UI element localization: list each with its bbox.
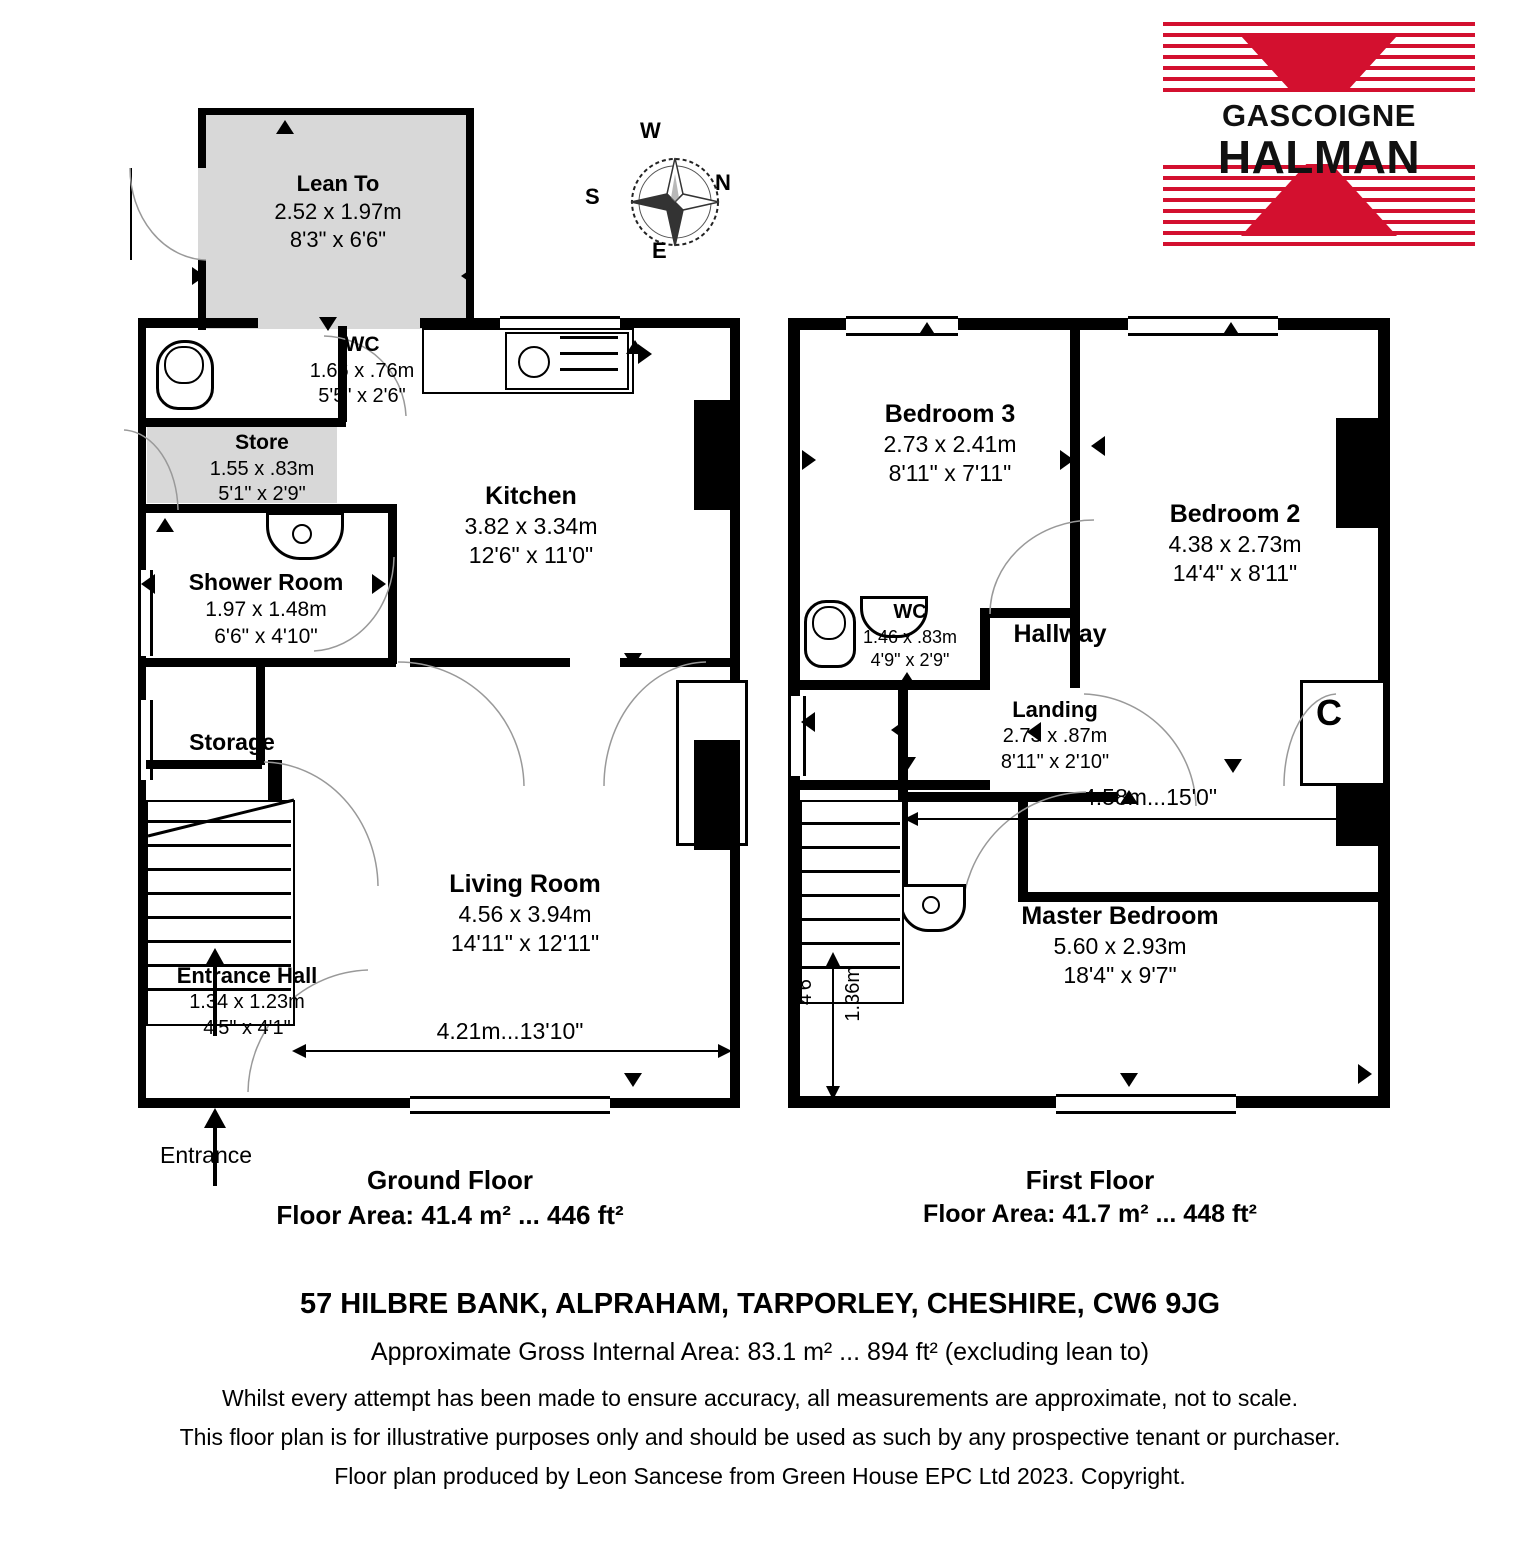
room-label-bedroom3 xyxy=(840,398,1060,489)
epc-badge-letter: C xyxy=(1316,692,1342,733)
room-label-wc xyxy=(272,332,452,410)
room-imperial-kitchen: 12'6" x 11'0" xyxy=(468,542,594,569)
compass-label-w: W xyxy=(640,118,661,143)
room-name-shower: Shower Room xyxy=(188,569,344,595)
logo-line-1: GASCOIGNE xyxy=(1222,98,1416,133)
ground-floor-plan xyxy=(120,100,780,1168)
entrance-label: Entrance xyxy=(160,1142,253,1168)
room-name-wc-first: WC xyxy=(893,601,927,623)
store-door-swing xyxy=(120,426,180,514)
compass-label-n: N xyxy=(715,170,731,195)
room-imperial-wc: 5'5" x 2'6" xyxy=(318,385,406,408)
room-name-lean-to: Lean To xyxy=(296,171,380,196)
room-metric-landing: 2.73 x .87m xyxy=(1002,725,1108,748)
room-label-shower xyxy=(154,568,378,651)
room-label-entrance-hall xyxy=(152,962,342,1041)
room-imperial-bedroom3: 8'11" x 7'11" xyxy=(888,460,1012,487)
room-label-store xyxy=(172,430,352,508)
disclaimer-line-3: Floor plan produced by Leon Sancese from Green House EPC Ltd 2023. Copyright. xyxy=(334,1463,1186,1489)
room-name-master: Master Bedroom xyxy=(1021,902,1219,930)
logo-line-2: HALMAN xyxy=(1217,131,1421,183)
room-label-storage xyxy=(152,728,312,757)
living-door-swing xyxy=(600,660,710,790)
window-bedroom2 xyxy=(1128,316,1278,336)
room-metric-bedroom3: 2.73 x 2.41m xyxy=(883,431,1017,457)
room-imperial-lean-to: 8'3" x 6'6" xyxy=(289,227,387,253)
ground-width-dimension-label: 4.21m...13'10" xyxy=(436,1018,584,1044)
room-name-store: Store xyxy=(235,431,289,454)
room-metric-wc-first: 1.46 x .83m xyxy=(862,626,958,647)
room-imperial-entrance-hall: 4'5" x 4'1" xyxy=(203,1016,291,1039)
room-name-storage: Storage xyxy=(189,729,275,755)
room-name-entrance-hall: Entrance Hall xyxy=(176,963,318,988)
room-imperial-master: 18'4" x 9'7" xyxy=(1063,962,1177,989)
epc-badge xyxy=(1302,676,1364,762)
room-metric-shower: 1.97 x 1.48m xyxy=(205,598,327,622)
compass-label-s: S xyxy=(585,184,600,209)
room-name-living: Living Room xyxy=(449,870,601,898)
room-imperial-wc-first: 4'9" x 2'9" xyxy=(870,649,950,670)
room-imperial-living: 14'11" x 12'11" xyxy=(450,930,600,957)
room-label-master xyxy=(980,900,1260,991)
property-address: 57 HILBRE BANK, ALPRAHAM, TARPORLEY, CHESHIRE, CW6 9JG xyxy=(299,1288,1221,1320)
first-width-dimension-label: 4.58m...15'0" xyxy=(1082,784,1218,810)
room-metric-master: 5.60 x 2.93m xyxy=(1053,933,1187,959)
bedroom2-door-swing xyxy=(986,518,1096,618)
room-imperial-shower: 6'6" x 4'10" xyxy=(214,625,318,649)
disclaimer-line-1: Whilst every attempt has been made to ensure accuracy, all measurements are approximate, not to scale. xyxy=(222,1385,1298,1411)
compass-label-e: E xyxy=(652,238,667,263)
room-metric-store: 1.55 x .83m xyxy=(209,457,315,480)
first-floor-plan xyxy=(780,100,1400,1120)
room-label-bedroom2 xyxy=(1120,498,1350,589)
window-master xyxy=(1056,1094,1236,1114)
first-height-dimension-metric: 1.36m xyxy=(842,966,864,1022)
room-imperial-store: 5'1" x 2'9" xyxy=(218,483,306,506)
lean-to-door-swing xyxy=(128,166,208,262)
room-name-bedroom3: Bedroom 3 xyxy=(884,400,1016,428)
first-floor-title: First Floor xyxy=(1025,1165,1155,1195)
room-imperial-bedroom2: 14'4" x 8'11" xyxy=(1172,560,1298,587)
room-name-hallway: Hallway xyxy=(1013,620,1107,648)
room-metric-bedroom2: 4.38 x 2.73m xyxy=(1168,531,1302,557)
room-name-bedroom2: Bedroom 2 xyxy=(1169,500,1301,528)
room-metric-lean-to: 2.52 x 1.97m xyxy=(274,199,402,225)
kitchen-living-door-swing xyxy=(396,660,526,790)
window-living xyxy=(410,1096,610,1114)
room-imperial-landing: 8'11" x 2'10" xyxy=(1000,750,1110,773)
room-metric-kitchen: 3.82 x 3.34m xyxy=(464,513,598,539)
room-metric-living: 4.56 x 3.94m xyxy=(458,901,592,927)
room-metric-entrance-hall: 1.34 x 1.23m xyxy=(189,991,305,1014)
ground-floor-title: Ground Floor xyxy=(366,1165,534,1195)
gross-internal-area: Approximate Gross Internal Area: 83.1 m² ... 894 ft² (excluding lean to) xyxy=(370,1338,1150,1366)
first-floor-area: Floor Area: 41.7 m² ... 448 ft² xyxy=(923,1200,1257,1228)
room-name-landing: Landing xyxy=(1012,697,1098,722)
room-name-wc: WC xyxy=(344,333,380,356)
room-metric-wc: 1.66 x .76m xyxy=(309,359,415,382)
room-label-landing xyxy=(940,696,1170,775)
disclaimer-line-2: This floor plan is for illustrative purposes only and should be used as such by any prospective tenant or purchaser. xyxy=(179,1424,1341,1450)
first-height-dimension-imperial: 4'6" xyxy=(794,972,816,1006)
ground-floor-area: Floor Area: 41.4 m² ... 446 ft² xyxy=(276,1200,624,1230)
room-label-lean-to xyxy=(258,170,418,254)
room-label-living xyxy=(410,868,640,959)
room-label-hallway xyxy=(960,618,1160,650)
room-label-kitchen xyxy=(416,480,646,571)
room-name-kitchen: Kitchen xyxy=(485,482,577,510)
